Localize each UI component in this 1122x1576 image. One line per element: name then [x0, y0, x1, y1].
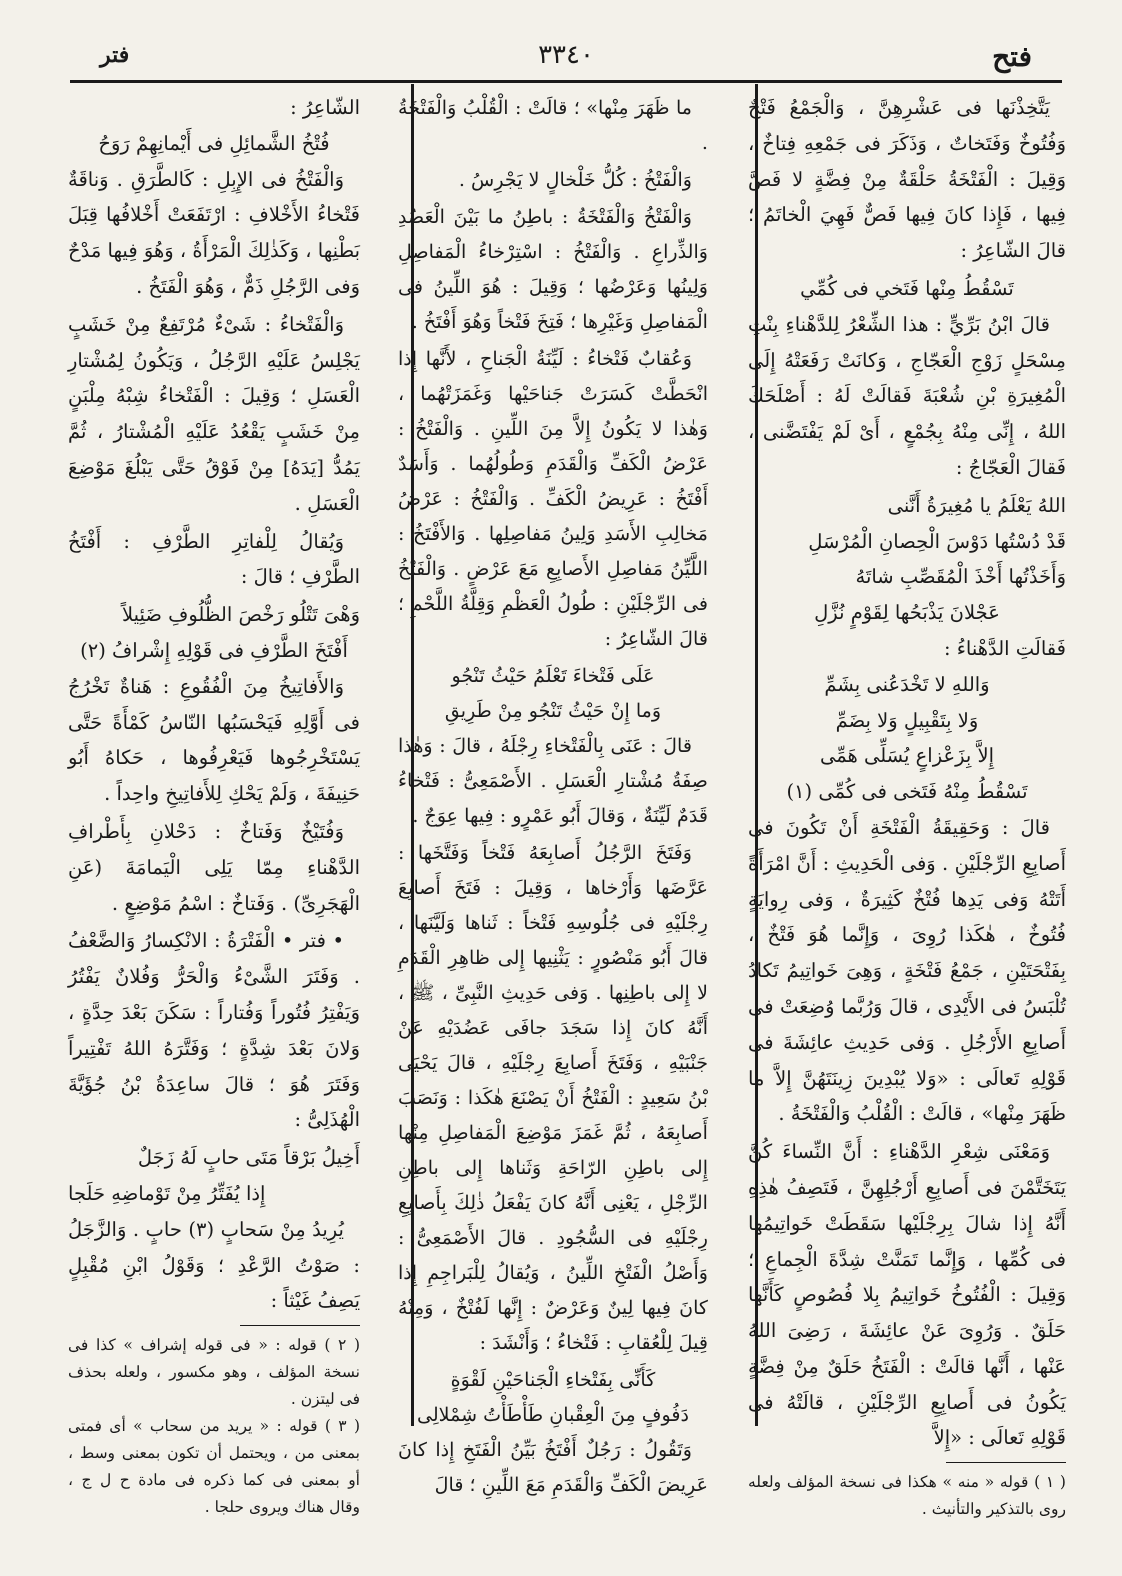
verse-line: كَأَنِّى بِفَتْخاءِ الْجَناحَيْنِ لَقْوَةٍ: [450, 1368, 656, 1391]
footnote-rule: [240, 1325, 360, 1326]
paragraph: قالَ : وَحَقِيقَةُ الْفَتْخَةِ أَنْ تَكُونَ فى أَصابِعِ الرِّجْلَيْنِ . وَفى الْحَدِيثِ : أَنَّ امْرَأَةً أَتَتْهُ وَفى يَدِها فُتْخٌ كَثِيرَةٌ ، وَفى رِوايَةٍ فُتُوخٌ ، هٰكَذا رُوِىَ ، وَإِنَّما هُوَ فَتْخٌ ، بِفَتْحَتَيْنِ ، جَمْعُ فَتْخَةٍ ، وَهِىَ خَواتِيمُ تَكادُ تُلْبَسُ فى الأَيْدِى ، قالَ وَرُبَّما وُضِعَتْ فى أَصابِعِ الأَرْجُلِ . وَفى حَدِيثِ عائِشَةَ فى قَوْلِهِ تَعالَى : «وَلا يُبْدِينَ زِينَتَهُنَّ إِلاَّ ما ظَهَرَ مِنْها» ، قالَتْ : الْقُلْبُ وَالْفَتْخَةُ .: [748, 815, 1066, 1126]
paragraph: وَمَعْنَى شِعْرِ الدَّهْناءِ : أَنَّ النِّساءَ كُنَّ يَتَخَتَّمْنَ فى أَصابِعِ أَرْجُلِهِنَّ ، فَتَصِفُ هٰذِهِ أَنَّهُ إِذا شالَ بِرِجْلَيْها سَقَطَتْ خَواتِيمُها فى كُمِّها ، وَإِنَّما تَمَنَّتْ شِدَّةَ الْجِماعِ ؛ وَقِيلَ : الْفُتُوخُ خَواتِيمُ بِلا فُصُوصٍ كَأَنَّها حَلَقٌ . وَرُوِىَ عَنْ عائِشَةَ ، رَضِىَ اللهُ عَنْها ، أَنَّها قالَتْ : الْفَتَخُ حَلَقٌ مِنْ فِضَّةٍ يَكُونُ فى أَصابِعِ الرِّجْلَيْنِ ، قالَتْهُ فى قَوْلِهِ تَعالَى : «إِلاَّ: [748, 1140, 1066, 1450]
column-middle: [398, 90, 708, 1504]
verse-line: وَهْىَ تَتْلُو رَخْصَ الظُّلُوفِ ضَئِيلاً: [121, 603, 360, 627]
column-right: [748, 90, 1066, 1523]
verse-line: تَسْقُطُ مِنْهُ فَتَخى فى كُمِّى (١): [786, 780, 1028, 804]
page-number: ٣٣٤٠: [538, 40, 594, 70]
verse-line: عَجْلانَ يَذْبَحُها لِقَوْمٍ نُزَّلِ: [814, 601, 1000, 625]
paragraph: وَيُقالُ لِلْفاتِرِ الطَّرْفِ : أَفْتَخُ الطَّرْفِ ؛ قالَ :: [68, 529, 360, 589]
footnote: ( ٢ ) قوله : « فى قوله إشراف » كذا فى نسخة المؤلف ، وهو مكسور ، ولعله بحذف فى ليتزن .: [68, 1336, 360, 1409]
footnote: ( ٣ ) قوله : « يريد من سحاب » أى فمتى بمعنى من ، ويحتمل أن تكون بمعنى وسط ، أو بمعنى فى كما ذكره فى مادة ح ل ج ، وقال هناك ويروى حلجا .: [68, 1417, 360, 1517]
paragraph: وَالْفَتْخُ فى الإِبِلِ : كَالطَّرَقِ . وَناقَةٌ فَتْخاءُ الأَخْلافِ : ارْتَفَعَتْ أَخْلافُها قِبَلَ بَطْنِها ، وَكَذٰلِكَ الْمَرْأَةُ ، وَهُوَ فِيها مَدْحٌ وَفى الرَّجُلِ ذَمٌّ ، وَهُوَ الْفَتَخُ .: [68, 167, 360, 298]
paragraph: وَفَتَخَ الرَّجُلُ أَصابِعَهُ فَتْخاً وَفَتَّخَها : عَرَّضَها وَأَرْخاها ، وَقِيلَ : فَتَخَ أَصابِعَ رِجْلَيْهِ فى جُلُوسِهِ فَتْخاً : ثَناها وَلَيَّنَها ، قالَ أَبُو مَنْصُورٍ : يَثْنِيها إِلى ظاهِرِ الْقَدَمِ لا إِلى باطِنِها . وَفى حَدِيثِ النَّبِىِّ ، ﷺ ، أَنَّهُ كانَ إِذا سَجَدَ جافَى عَضُدَيْهِ عَنْ جَنْبَيْهِ ، وَفَتَخَ أَصابِعَ رِجْلَيْهِ ، قالَ يَحْيَى بْنُ سَعِيدٍ : الْفَتْخُ أَنْ يَصْنَعَ هٰكَذا : وَنَصَبَ أَصابِعَهُ ، ثُمَّ غَمَزَ مَوْضِعَ الْمَفاصِلِ مِنْها إِلى باطِنِ الرّاحَةِ وَثَناها إِلى باطِنِ الرِّجْلِ ، يَعْنِى أَنَّهُ كانَ يَفْعَلُ ذٰلِكَ بِأَصابِعِ رِجْلَيْهِ فى السُّجُودِ . قالَ الأَصْمَعِىُّ : وَأَصْلُ الْفَتْخِ اللِّينُ ، وَيُقالُ لِلْبَراجِمِ إِذا كانَ فِيها لِينٌ وَعَرْضٌ : إِنَّها لَفُتْخٌ ، وَمِنْهُ قِيلَ لِلْعُقابِ : فَتْخاءُ ؛ وَأَنْشَدَ :: [398, 841, 708, 1354]
paragraph: يَتَّخِذْنَها فى عَشْرِهِنَّ ، وَالْجَمْعُ فَتْحٌ وَفُتُوخٌ وَفَتَخاتٌ ، وَذَكَرَ فى جَمْعِهِ فِتاخٌ ، وَقِيلَ : الْفَتْخَةُ حَلْقَةٌ مِنْ فِضَّةٍ لا فَصَّ فِيها ، فَإِذا كانَ فِيها فَصٌّ فَهِيَ الْخاتَمُ ؛ قالَ الشّاعِرُ :: [748, 96, 1066, 263]
verse-line: فُتْخُ الشَّمائِلِ فى أَيْمانِهِمْ رَوَحُ: [98, 131, 330, 155]
verse-line: أَخِيلُ بَرْقاً مَتَى حابٍ لَهُ زَجَلٌ: [137, 1146, 360, 1170]
paragraph: وَتَقُولُ : رَجُلٌ أَفْتَخُ بَيِّنُ الْفَتَخِ إِذا كانَ عَرِيضَ الْكَفِّ وَالْقَدَمِ مَعَ اللِّينِ ؛ قالَ: [398, 1438, 708, 1496]
entry-start-paragraph: • فتر • الْفَتْرَةُ : الانْكِسارُ وَالضَّعْفُ . وَفَتَرَ الشَّىْءُ وَالْحَرُّ وَفُلانٌ يَفْتُرُ وَيَفْتِرُ فُتُوراً وَفُتاراً : سَكَنَ بَعْدَ حِدَّةٍ ، وَلانَ بَعْدَ شِدَّةٍ ؛ وَفَتَّرَهُ اللهُ تَفْتِيراً وَفَتَرَ هُوَ ؛ قالَ ساعِدَةُ بْنُ جُؤَيَّةَ الْهُذَلِىُّ :: [68, 929, 360, 1132]
verse-line: أَفْتَخَ الطَّرْفِ فى قَوْلِهِ إِشْرافُ (٢): [80, 638, 348, 662]
page-header: [70, 26, 1062, 82]
verse-line: إِلاَّ بِزَعْزاعٍ يُسَلِّى هَمِّى: [819, 744, 995, 768]
paragraph: قالَ : عَنَى بِالْفَتْخاءِ رِجْلَهُ ، قالَ : وَهٰذا صِفَةُ مُشْتارِ الْعَسَلِ . الأَصْمَعِىُّ : فَتْخاءُ قَدَمٌ لَيِّنَةٌ ، وَقالَ أَبُو عَمْرٍو : فِيها عِوَجٌ .: [398, 734, 708, 827]
verse-line: دَفُوفٍ مِنَ الْعِقْبانِ طَأْطَأْتُ شِمْلالِى: [416, 1403, 690, 1426]
verse-line: قَدْ دُسْتُها دَوْسَ الْحِصانِ الْمُرْسَلِ: [808, 529, 1066, 553]
verse-line: إِذا يُفَتِّرُ مِنْ تَوْماضِهِ حَلَجا: [68, 1181, 266, 1205]
paragraph: وَفُتَيْخٌ وَفَتاخٌ : دَحْلانِ بِأَطْرافِ الدَّهْناءِ مِمّا يَلِى الْيَمامَةَ (عَنِ الْهَجَرِىِّ) . وَفَتاخٌ : اسْمُ مَوْضِعٍ .: [68, 819, 360, 915]
paragraph: ما ظَهَرَ مِنْها» ؛ قالَتْ : الْقُلْبُ وَالْفَتْخَةُ .: [398, 96, 708, 154]
paragraph: يُرِيدُ مِنْ سَحابٍ (٣) حابٍ . وَالزَّجَلُ : صَوْتُ الرَّعْدِ ؛ وَقَوْلُ ابْنِ مُقْبِلٍ يَصِفُ غَيْثاً :: [68, 1217, 360, 1313]
verse-line: وَما إِنْ حَيْثُ تَنْجُو مِنْ طَرِيقِ: [444, 699, 662, 722]
paragraph: قالَ ابْنُ بَرِّيٍّ : هذا الشِّعْرُ لِلدَّهْناءِ بِنْتِ مِسْحَلٍ زَوْجِ الْعَجّاجِ ، وَكانَتْ رَفَعَتْهُ إِلَى الْمُغِيرَةِ بْنِ شُعْبَةَ فَقالَتْ لَهُ : أَصْلَحَكَ اللهُ ، إِنِّى مِنْهُ بِجُمْعٍ ، أَىْ لَمْ يَفْتَضَّنى ، فَقالَ الْعَجّاجُ :: [748, 312, 1066, 479]
column-left: [68, 90, 360, 1521]
header-next-root-word: فتر: [100, 42, 130, 68]
footnote-rule: [946, 1462, 1066, 1463]
verse-line: وَلا بِتَقْبِيلٍ وَلا بِضَمِّ: [835, 708, 979, 732]
paragraph: وَالأَفاتِيخُ مِنَ الْفُقُوعِ : هَناةٌ تَخْرُجُ فى أَوَّلِهِ فَيَحْسَبُها النّاسُ كَمْأَةً حَتَّى يَسْتَخْرِجُوها فَيَعْرِفُوها ، حَكاهُ أَبُو حَنِيفَةَ ، وَلَمْ يَحْكِ لِلأَفاتِيخِ واحِداً .: [68, 674, 360, 806]
text-line: فَقالَتِ الدَّهْناءُ :: [943, 636, 1066, 660]
header-rule: [70, 80, 1062, 83]
paragraph: وَعُقابٌ فَتْخاءُ : لَيِّنَةُ الْجَناحِ ، لأَنَّها إِذا انْحَطَّتْ كَسَرَتْ جَناحَيْها وَغَمَزَتْهُما ، وَهٰذا لا يَكُونُ إِلاَّ مِنَ اللِّينِ . وَالْفَتْخُ : عَرْضُ الْكَفِّ وَالْقَدَمِ وَطُولُهُما . وَأَسَدٌ أَفْتَخُ : عَرِيضُ الْكَفِّ . وَالْفَتْخُ : عَرْضُ مَخالِبِ الأَسَدِ وَلِينُ مَفاصِلِها . وَالأَفْتَخُ : اللَّيِّنُ مَفاصِلِ الأَصابِعِ مَعَ عَرْضٍ . وَالْفَتْخُ فى الرِّجْلَيْنِ : طُولُ الْعَظْمِ وَقِلَّةُ اللَّحْمِ ؛ قالَ الشّاعِرُ :: [398, 347, 708, 650]
verse-line: تَسْقُطُ مِنْها فَتَخي فى كُمِّي: [800, 276, 1014, 300]
verse-line: عَلَى فَتْخاءَ تَعْلَمُ حَيْثُ تَنْجُو: [451, 664, 655, 687]
verse-line: وَأَخَذْتُها أَخْذَ الْمُقَصِّبِ شاتَهُ: [855, 565, 1066, 589]
text-line: الشّاعِرُ :: [290, 96, 360, 119]
footnote: ( ١ ) قوله « منه » هكذا فى نسخة المؤلف ولعله روى بالتذكير والتأنيث .: [748, 1473, 1066, 1519]
header-root-word: فتح: [992, 40, 1032, 73]
paragraph: وَالْفَتْخُ : كُلُّ خَلْخالٍ لا يَجْرِسُ .: [458, 168, 692, 191]
verse-line: اللهُ يَعْلَمُ يا مُغِيرَةُ أَنَّنى: [887, 493, 1066, 517]
verse-line: وَاللهِ لا تَخْدَعُنى بِشَمِّ: [824, 672, 990, 696]
paragraph: وَالْفَتْخاءُ : شَىْءٌ مُرْتَفِعٌ مِنْ خَشَبٍ يَجْلِسُ عَلَيْهِ الرَّجُلُ ، وَيَكُونُ لِمُشْتارِ الْعَسَلِ ؛ وَقِيلَ : الْفَتْخاءُ شِبْهُ مِلْبَنٍ مِنْ خَشَبٍ يَقْعُدُ عَلَيْهِ الْمُشْتارُ ، ثُمَّ يَمُدُّ [يَدَهُ] مِنْ فَوْقُ حَتَّى يَبْلُغَ مَوْضِعَ الْعَسَلِ .: [68, 312, 360, 515]
paragraph: وَالْفَتْخُ وَالْفَتْخَةُ : باطِنُ ما بَيْنَ الْعَضُدِ وَالذِّراعِ . وَالْفَتْخُ : اسْتِرْخاءُ الْمَفاصِلِ وَلِينُها وَعَرْضُها ؛ وَقِيلَ : هُوَ اللِّينُ فى الْمَفاصِلِ وَغَيْرِها ؛ فَتِخَ فَتْخاً وَهُوَ أَفْتَخُ .: [398, 205, 708, 333]
